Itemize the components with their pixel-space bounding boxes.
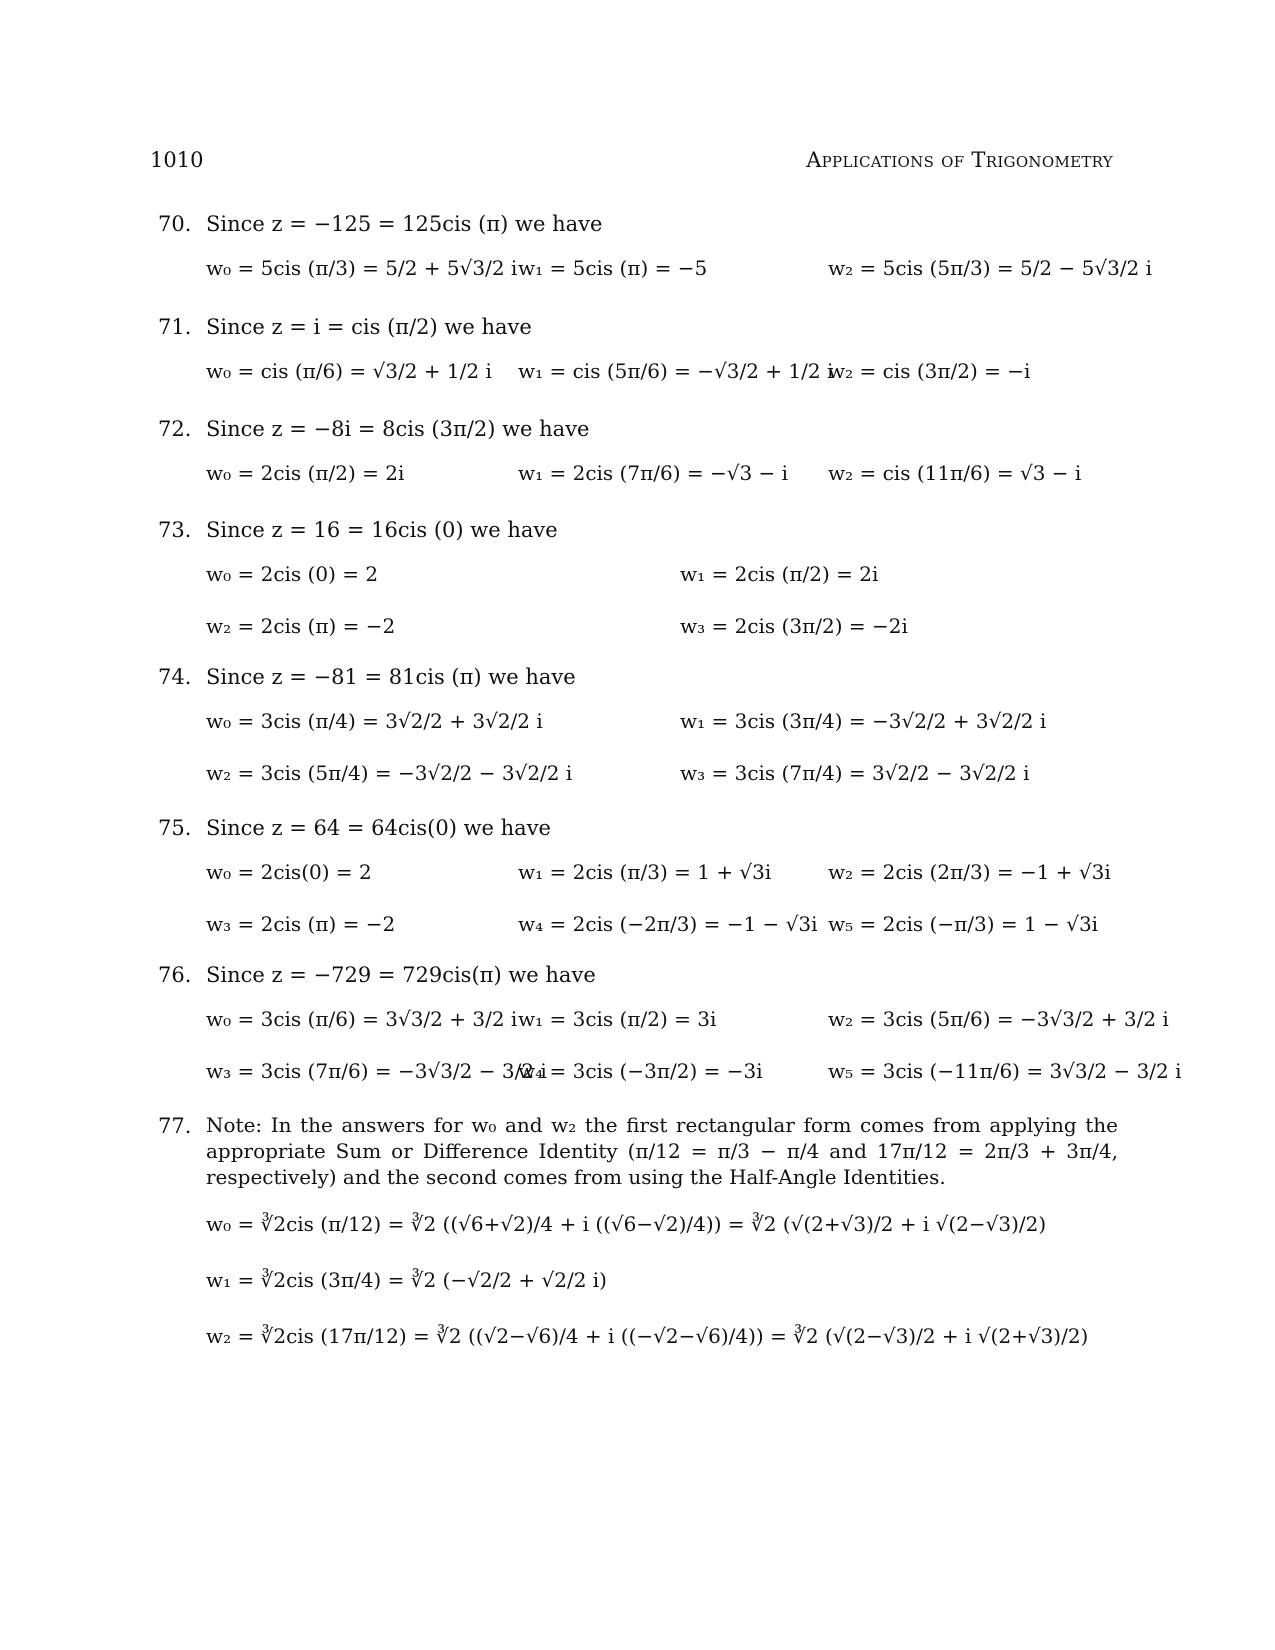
root-equation: w₀ = ∛2cis (π/12) = ∛2 ((√6+√2)/4 + i ((√6−√2)/4)) = ∛2 (√(2+√3)/2 + i √(2−√3)/2) bbox=[206, 1212, 1047, 1236]
problem-75 bbox=[158, 812, 1118, 948]
root-equation: w₀ = cis (π/6) = √3/2 + 1/2 i bbox=[206, 359, 492, 383]
problem-statement: Since z = 64 = 64cis(0) we have bbox=[206, 816, 551, 840]
root-equation: w₁ = ∛2cis (3π/4) = ∛2 (−√2/2 + √2/2 i) bbox=[206, 1268, 607, 1292]
root-equation: w₃ = 3cis (7π/4) = 3√2/2 − 3√2/2 i bbox=[680, 761, 1030, 785]
root-equation: w₂ = ∛2cis (17π/12) = ∛2 ((√2−√6)/4 + i ((−√2−√6)/4)) = ∛2 (√(2−√3)/2 + i √(2+√3)/2) bbox=[206, 1324, 1089, 1348]
root-equation: w₂ = cis (11π/6) = √3 − i bbox=[828, 461, 1082, 485]
problem-statement: Since z = −125 = 125cis (π) we have bbox=[206, 212, 603, 236]
root-equation: w₂ = cis (3π/2) = −i bbox=[828, 359, 1031, 383]
problem-statement: Since z = −81 = 81cis (π) we have bbox=[206, 665, 576, 689]
problem-intro bbox=[158, 959, 1118, 991]
problem-intro bbox=[158, 311, 1118, 343]
root-equation: w₁ = cis (5π/6) = −√3/2 + 1/2 i bbox=[518, 359, 834, 383]
problem-number: 73. bbox=[158, 518, 192, 542]
root-equation: w₃ = 2cis (3π/2) = −2i bbox=[680, 614, 908, 638]
problem-intro bbox=[158, 514, 1118, 546]
problem-72 bbox=[158, 413, 1118, 497]
root-equation: w₂ = 3cis (5π/6) = −3√3/2 + 3/2 i bbox=[828, 1007, 1169, 1031]
root-equation: w₁ = 2cis (7π/6) = −√3 − i bbox=[518, 461, 789, 485]
root-equation: w₅ = 3cis (−11π/6) = 3√3/2 − 3/2 i bbox=[828, 1059, 1182, 1083]
root-equation: w₃ = 3cis (7π/6) = −3√3/2 − 3/2 i bbox=[206, 1059, 547, 1083]
root-equation: w₂ = 2cis (2π/3) = −1 + √3i bbox=[828, 860, 1111, 884]
problem-statement: Since z = 16 = 16cis (0) we have bbox=[206, 518, 558, 542]
root-equation: w₀ = 5cis (π/3) = 5/2 + 5√3/2 i bbox=[206, 256, 518, 280]
problem-77 bbox=[158, 1110, 1118, 1370]
root-equation: w₀ = 2cis (0) = 2 bbox=[206, 562, 379, 586]
page-number: 1010 bbox=[150, 148, 204, 172]
root-equation: w₃ = 2cis (π) = −2 bbox=[206, 912, 396, 936]
problem-74 bbox=[158, 661, 1118, 797]
root-equation: w₄ = 2cis (−2π/3) = −1 − √3i bbox=[518, 912, 818, 936]
problem-statement: Since z = −8i = 8cis (3π/2) we have bbox=[206, 417, 590, 441]
root-equation: w₂ = 2cis (π) = −2 bbox=[206, 614, 396, 638]
problem-number: 76. bbox=[158, 963, 192, 987]
problem-intro bbox=[158, 208, 1118, 240]
root-equation: w₁ = 5cis (π) = −5 bbox=[518, 256, 708, 280]
problem-76 bbox=[158, 959, 1182, 1095]
problem-73 bbox=[158, 514, 1118, 650]
problem-number: 72. bbox=[158, 417, 192, 441]
problem-number: 75. bbox=[158, 816, 192, 840]
root-equation: w₁ = 3cis (π/2) = 3i bbox=[518, 1007, 717, 1031]
root-equation: w₀ = 2cis (π/2) = 2i bbox=[206, 461, 405, 485]
root-equation: w₀ = 3cis (π/6) = 3√3/2 + 3/2 i bbox=[206, 1007, 518, 1031]
problem-statement: Since z = i = cis (π/2) we have bbox=[206, 315, 532, 339]
problem-number: 71. bbox=[158, 315, 192, 339]
problem-70 bbox=[158, 208, 1153, 292]
problem-note: Note: In the answers for w₀ and w₂ the first rectangular form comes from applying the appropriate Sum or Difference Identity (π/12 = π/3 − π/4 and 17π/12 = 2π/3 + 3π/4, respectively) and the second comes from using the Half-Angle Identities. bbox=[206, 1113, 1118, 1189]
problem-statement: Since z = −729 = 729cis(π) we have bbox=[206, 963, 596, 987]
problem-71 bbox=[158, 311, 1118, 395]
problem-number: 74. bbox=[158, 665, 192, 689]
root-equation: w₀ = 3cis (π/4) = 3√2/2 + 3√2/2 i bbox=[206, 709, 543, 733]
root-equation: w₀ = 2cis(0) = 2 bbox=[206, 860, 372, 884]
root-equation: w₂ = 5cis (5π/3) = 5/2 − 5√3/2 i bbox=[828, 256, 1153, 280]
root-equation: w₁ = 2cis (π/3) = 1 + √3i bbox=[518, 860, 772, 884]
root-equation: w₅ = 2cis (−π/3) = 1 − √3i bbox=[828, 912, 1099, 936]
root-equation: w₄ = 3cis (−3π/2) = −3i bbox=[518, 1059, 763, 1083]
problem-intro bbox=[158, 661, 1118, 693]
problem-intro bbox=[158, 812, 1118, 844]
problem-number: 77. bbox=[158, 1114, 192, 1138]
root-equation: w₁ = 2cis (π/2) = 2i bbox=[680, 562, 879, 586]
chapter-title: Applications of Trigonometry bbox=[806, 148, 1113, 172]
root-equation: w₂ = 3cis (5π/4) = −3√2/2 − 3√2/2 i bbox=[206, 761, 573, 785]
root-equation: w₁ = 3cis (3π/4) = −3√2/2 + 3√2/2 i bbox=[680, 709, 1047, 733]
problem-intro bbox=[158, 413, 1118, 445]
problem-number: 70. bbox=[158, 212, 192, 236]
